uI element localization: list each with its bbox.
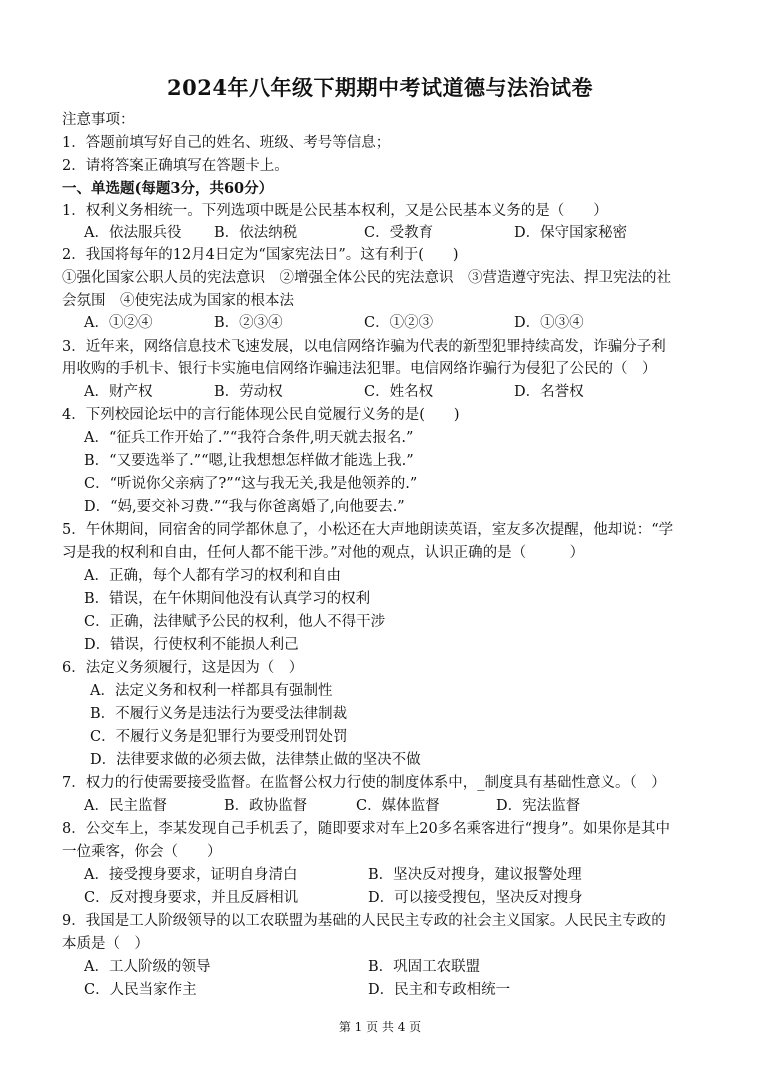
- option-d: D．①③④: [514, 315, 584, 331]
- option-a: A．法定义务和权利一样都具有强制性: [90, 683, 333, 699]
- notes-heading: 注意事项：: [62, 112, 135, 128]
- option-d: D．保守国家秘密: [514, 225, 628, 241]
- page-title: 2024年八年级下期期中考试道德与法治试卷: [167, 75, 593, 100]
- option-a: A．接受搜身要求，证明自身清白: [84, 867, 298, 883]
- question-text: 2．我国将每年的12月4日定为“国家宪法日”。这有利于( ): [62, 247, 459, 263]
- option-c: C．反对搜身要求，并且反唇相讥: [84, 890, 299, 906]
- option-c: C．不履行义务是犯罪行为要受刑罚处罚: [90, 729, 348, 745]
- option-c: C．姓名权: [364, 384, 434, 400]
- question-text: 6．法定义务须履行，这是因为（ ）: [62, 660, 304, 676]
- option-a: A．财产权: [84, 384, 153, 400]
- option-b: B．错误，在午休期间他没有认真学习的权利: [84, 591, 371, 607]
- question-text: 习是我的权利和自由，任何人都不能干涉。”对他的观点，认识正确的是（ ）: [62, 545, 585, 561]
- option-c: C．人民当家作主: [84, 982, 197, 998]
- option-a: A．民主监督: [84, 798, 167, 814]
- question-text: 1．权利义务相统一。下列选项中既是公民基本权利，又是公民基本义务的是（ ）: [62, 203, 608, 219]
- question-text: ①强化国家公职人员的宪法意识 ②增强全体公民的宪法意识 ③营造遵守宪法、捍卫宪法的社: [62, 270, 671, 286]
- question-text: 本质是（ ）: [62, 936, 149, 952]
- option-a: A．正确，每个人都有学习的权利和自由: [84, 568, 341, 584]
- option-b: B．坚决反对搜身，建议报警处理: [368, 867, 582, 883]
- note-item: 2．请将答案正确填写在答题卡上。: [62, 158, 289, 174]
- option-b: B．劳动权: [214, 384, 283, 400]
- option-b: B．“又要选举了.”“嗯,让我想想怎样做才能选上我.”: [84, 453, 414, 469]
- option-c: C．受教育: [364, 225, 434, 241]
- option-c: C．媒体监督: [356, 798, 440, 814]
- option-c: C．①②③: [364, 315, 434, 331]
- option-c: C．“听说你父亲病了?”“这与我无关,我是他领养的.”: [84, 476, 418, 492]
- page-footer: 第 1 页 共 4 页: [338, 1020, 422, 1034]
- option-d: D．错误，行使权利不能损人利己: [84, 637, 299, 653]
- question-text: 一位乘客，你会（ ）: [62, 844, 222, 860]
- option-a: A．工人阶级的领导: [84, 959, 211, 975]
- question-text: 7．权力的行使需要接受监督。在监督公权力行使的制度体系中，_制度具有基础性意义。（ ）: [62, 775, 666, 791]
- note-item: 1．答题前填写好自己的姓名、班级、考号等信息；: [62, 135, 391, 151]
- question-text: 9．我国是工人阶级领导的以工农联盟为基础的人民民主专政的社会主义国家。人民民主专政的: [62, 913, 666, 929]
- option-d: D．法律要求做的必须去做，法律禁止做的坚决不做: [90, 752, 421, 768]
- option-d: D．可以接受搜包，坚决反对搜身: [368, 890, 583, 906]
- option-d: D．民主和专政相统一: [368, 982, 511, 998]
- option-d: D．名誉权: [514, 384, 584, 400]
- question-text: 会氛围 ④使宪法成为国家的根本法: [62, 293, 294, 309]
- option-b: B．依法纳税: [214, 225, 298, 241]
- option-b: B．政协监督: [224, 798, 308, 814]
- question-text: 4．下列校园论坛中的言行能体现公民自觉履行义务的是( ): [62, 407, 460, 423]
- option-b: B．不履行义务是违法行为要受法律制裁: [90, 706, 348, 722]
- question-text: 8．公交车上，李某发现自己手机丢了，随即要求对车上20多名乘客进行“搜身”。如果你是其中: [62, 821, 670, 837]
- option-b: B．巩固工农联盟: [368, 959, 481, 975]
- question-text: 用收购的手机卡、银行卡实施电信网络诈骗违法犯罪。电信网络诈骗行为侵犯了公民的（ ）: [62, 361, 657, 377]
- option-a: A．“征兵工作开始了.”“我符合条件,明天就去报名.”: [84, 430, 414, 446]
- option-a: A．①②④: [84, 315, 153, 331]
- option-c: C．正确，法律赋予公民的权利，他人不得干涉: [84, 614, 386, 630]
- section-heading: 一、单选题(每题3分，共60分）: [62, 180, 274, 197]
- question-text: 5．午休期间，同宿舍的同学都休息了，小松还在大声地朗读英语，室友多次提醒，他却说：“学: [62, 522, 674, 538]
- option-d: D．“妈,要交补习费.”“我与你爸离婚了,向他要去.”: [84, 499, 405, 515]
- option-a: A．依法服兵役: [84, 225, 182, 241]
- option-b: B．②③④: [214, 315, 283, 331]
- option-d: D．宪法监督: [496, 798, 581, 814]
- question-text: 3．近年来，网络信息技术飞速发展，以电信网络诈骗为代表的新型犯罪持续高发，诈骗分子利: [62, 339, 666, 355]
